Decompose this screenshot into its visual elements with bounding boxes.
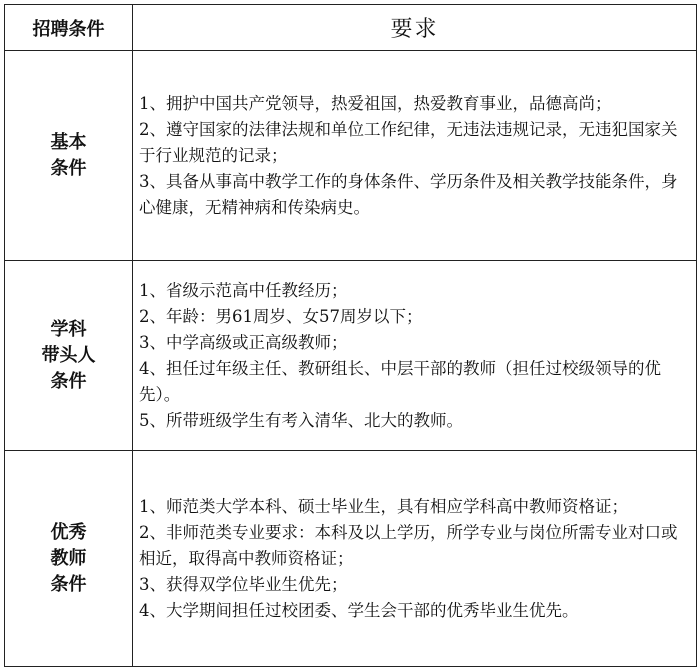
header-requirement-cell [133, 5, 697, 51]
requirement-item: 1、师范类大学本科、硕士毕业生，具有相应学科高中教师资格证； [139, 496, 628, 516]
requirement-item: 2、非师范类专业要求：本科及以上学历，所学专业与岗位所需专业对口或相近，取得高中教师资格证； [139, 522, 678, 568]
basic-conditions-content-cell [133, 51, 697, 261]
row-label-line: 教师 [50, 547, 87, 569]
excellent-teacher-conditions-row [5, 451, 697, 667]
requirements-table [4, 4, 697, 667]
requirement-item: 4、大学期间担任过校团委、学生会干部的优秀毕业生优先。 [139, 600, 579, 620]
header-requirement-label: 要求 [390, 17, 439, 42]
excellent-teacher-content-cell [133, 451, 697, 667]
subject-leader-conditions-row [5, 261, 697, 451]
requirement-item: 4、担任过年级主任、教研组长、中层干部的教师（担任过校级领导的优先）。 [139, 358, 661, 404]
row-label-line: 带头人 [41, 344, 96, 366]
requirement-item: 3、中学高级或正高级教师； [139, 332, 348, 352]
header-row [5, 5, 697, 51]
requirement-item: 2、遵守国家的法律法规和单位工作纪律，无违法违规记录，无违犯国家关于行业规范的记录； [139, 119, 678, 165]
header-condition-label: 招聘条件 [32, 18, 105, 40]
requirement-item: 5、所带班级学生有考入清华、北大的教师。 [139, 410, 463, 430]
subject-leader-content-cell [133, 261, 697, 451]
basic-conditions-label-cell [5, 51, 133, 261]
row-label-line: 条件 [50, 157, 87, 179]
excellent-teacher-label-cell [5, 451, 133, 667]
basic-conditions-row [5, 51, 697, 261]
requirement-item: 3、具备从事高中教学工作的身体条件、学历条件及相关教学技能条件，身心健康，无精神病和传染病史。 [139, 171, 678, 217]
requirement-item: 1、拥护中国共产党领导，热爱祖国，热爱教育事业，品德高尚； [139, 93, 612, 113]
header-condition-cell [5, 5, 133, 51]
requirement-item: 2、年龄：男61周岁、女57周岁以下； [139, 306, 423, 326]
row-label-line: 基本 [50, 131, 87, 153]
row-label-line: 条件 [50, 573, 87, 595]
requirement-item: 1、省级示范高中任教经历； [139, 280, 348, 300]
requirement-item: 3、获得双学位毕业生优先； [139, 574, 348, 594]
row-label-line: 优秀 [50, 521, 87, 543]
subject-leader-label-cell [5, 261, 133, 451]
row-label-line: 学科 [50, 318, 87, 340]
row-label-line: 条件 [50, 370, 87, 392]
